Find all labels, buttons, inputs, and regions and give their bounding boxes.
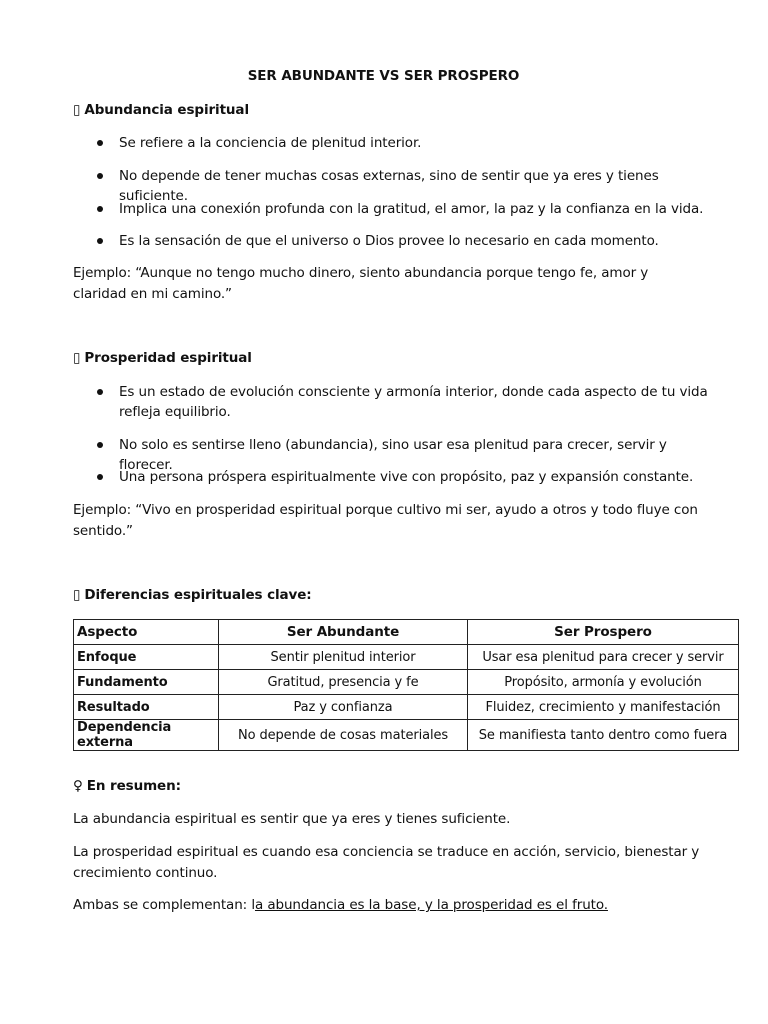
list-item: Implica una conexión profunda con la gratitud, el amor, la paz y la confianza en la vida.	[119, 199, 709, 219]
table-row	[74, 670, 739, 695]
document-title: SER ABUNDANTE VS SER PROSPERO	[247, 68, 520, 84]
heading-text: Diferencias espirituales clave:	[84, 587, 312, 603]
list-item: Es la sensación de que el universo o Dios provee lo necesario en cada momento.	[119, 231, 709, 251]
summary-paragraph: La prosperidad espiritual es cuando esa conciencia se traduce en acción, servicio, bienestar y crecimiento continuo.	[73, 844, 700, 881]
table-cell: Paz y confianza	[219, 695, 468, 720]
heading-glyph-icon: ▯	[73, 350, 81, 366]
table-cell: Sentir plenitud interior	[219, 645, 468, 670]
example-paragraph: Ejemplo: “Vivo en prosperidad espiritual porque cultivo mi ser, ayudo a otros y todo fluye con sentido.”	[73, 502, 698, 539]
table-cell: Dependencia externa	[74, 720, 219, 751]
column-header: Ser Prospero	[468, 620, 739, 645]
table-row	[74, 720, 739, 751]
summary-paragraph	[73, 895, 703, 916]
heading-glyph-icon: ▯	[73, 587, 81, 603]
summary-text: Ambas se complementan: l	[73, 897, 255, 913]
section-heading-abundancia	[73, 102, 249, 118]
list-item: Es un estado de evolución consciente y armonía interior, donde cada aspecto de tu vida refleja equilibrio.	[119, 384, 708, 420]
summary-paragraph: La abundancia espiritual es sentir que ya eres y tienes suficiente.	[73, 811, 511, 827]
table-header-row	[74, 620, 739, 645]
table-row	[74, 695, 739, 720]
differences-table	[73, 619, 739, 751]
section-heading-diferencias	[73, 587, 312, 603]
table-cell: Enfoque	[74, 645, 219, 670]
example-paragraph: Ejemplo: “Aunque no tengo mucho dinero, siento abundancia porque tengo fe, amor y claridad en mi camino.”	[73, 265, 649, 302]
table-cell: Fundamento	[74, 670, 219, 695]
summary-underlined-text: a abundancia es la base, y la prosperidad es el fruto.	[254, 897, 608, 913]
heading-text: En resumen:	[86, 778, 181, 794]
table-cell: No depende de cosas materiales	[219, 720, 468, 751]
list-item: No depende de tener muchas cosas externas, sino de sentir que ya eres y tienes suficiente.	[119, 166, 709, 206]
table-cell: Fluidez, crecimiento y manifestación	[468, 695, 739, 720]
table-cell: Usar esa plenitud para crecer y servir	[468, 645, 739, 670]
heading-glyph-icon: ▯	[73, 102, 81, 118]
heading-text: Prosperidad espiritual	[84, 350, 252, 366]
table-cell: Resultado	[74, 695, 219, 720]
column-header: Ser Abundante	[219, 620, 468, 645]
section-heading-resumen	[73, 778, 181, 794]
female-sign-icon: ♀	[73, 778, 83, 794]
list-item: Una persona próspera espiritualmente vive con propósito, paz y expansión constante.	[119, 467, 709, 487]
heading-text: Abundancia espiritual	[84, 102, 249, 118]
list-item: No solo es sentirse lleno (abundancia), sino usar esa plenitud para crecer, servir y florecer.	[119, 435, 709, 475]
list-item: Se refiere a la conciencia de plenitud interior.	[119, 133, 709, 153]
table-row	[74, 645, 739, 670]
table-cell: Se manifiesta tanto dentro como fuera	[468, 720, 739, 751]
table-cell: Gratitud, presencia y fe	[219, 670, 468, 695]
column-header: Aspecto	[74, 620, 219, 645]
section-heading-prosperidad	[73, 350, 252, 366]
table-cell: Propósito, armonía y evolución	[468, 670, 739, 695]
